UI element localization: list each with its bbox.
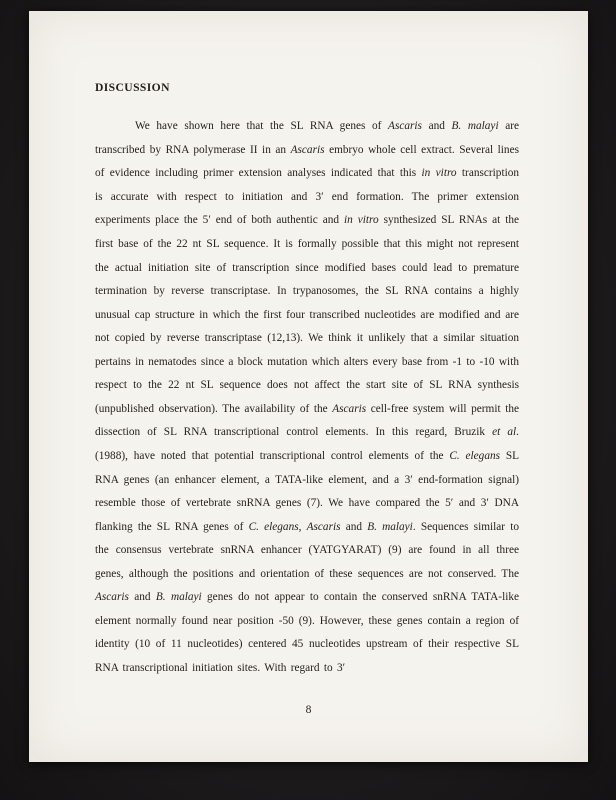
document-page (29, 11, 588, 762)
section-title: DISCUSSION (95, 81, 170, 94)
discussion-paragraph: We have shown here that the SL RNA genes of Ascaris and B. malayi are transcribed by RNA polymerase II in an Ascaris embryo whole cell extract. Several lines of evidence including primer extension analyses indicated that this in vitro transcription is accurate with respect to initiation and 3′ end formation. The primer extension experiments place the 5′ end of both authentic and in vitro synthesized SL RNAs at the first base of the 22 nt SL sequence. It is formally possible that this might not represent the actual initiation site of transcription since modified bases could lead to premature termination by reverse transcriptase. In trypanosomes, the SL RNA contains a highly unusual cap structure in which the first four transcribed nucleotides are modified and are not copied by reverse transcriptase (12,13). We think it unlikely that a similar situation pertains in nematodes since a block mutation which alters every base from -1 to -10 with respect to the 22 nt SL sequence does not affect the start site of SL RNA synthesis (unpublished observation). The availability of the Ascaris cell-free system will permit the dissection of SL RNA transcriptional control elements. In this regard, Bruzik et al. (1988), have noted that potential transcriptional control elements of the C. elegans SL RNA genes (an enhancer element, a TATA-like element, and a 3′ end-formation signal) resemble those of vertebrate snRNA genes (7). We have compared the 5′ and 3′ DNA flanking the SL RNA genes of C. elegans, Ascaris and B. malayi. Sequences similar to the consensus vertebrate snRNA enhancer (YATGYARAT) (9) are found in all three genes, although the positions and orientation of these sequences are not conserved. The Ascaris and B. malayi genes do not appear to contain the conserved snRNA TATA-like element normally found near position -50 (9). However, these genes contain a region of identity (10 of 11 nucleotides) centered 45 nucleotides upstream of their respective SL RNA transcriptional initiation sites. With regard to 3′ (95, 120, 520, 674)
page-number: 8 (305, 703, 312, 716)
